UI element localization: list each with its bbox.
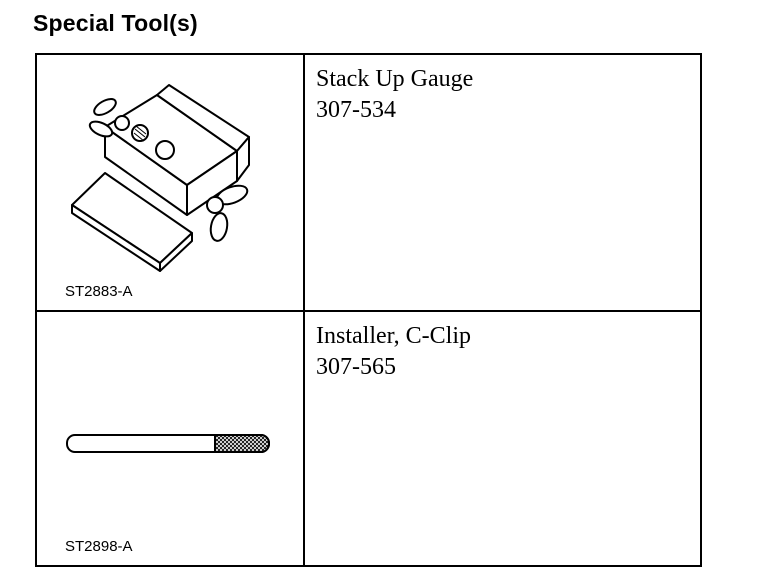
special-tools-table [35,53,702,567]
page-title: Special Tool(s) [33,10,198,36]
stack-up-gauge-icon [37,55,303,310]
tool-code: ST2883-A [65,283,133,300]
tool-name: Installer, C-Clip [316,323,472,349]
tool-description-cell [305,312,700,565]
tool-code: ST2898-A [65,538,133,555]
tool-image-cell [37,55,303,310]
tool-number: 307-534 [316,97,396,123]
tool-number: 307-565 [316,354,396,380]
tool-image-cell [37,312,303,565]
c-clip-installer-icon [37,312,303,567]
tool-description-cell [305,55,700,310]
tool-name: Stack Up Gauge [316,66,474,92]
